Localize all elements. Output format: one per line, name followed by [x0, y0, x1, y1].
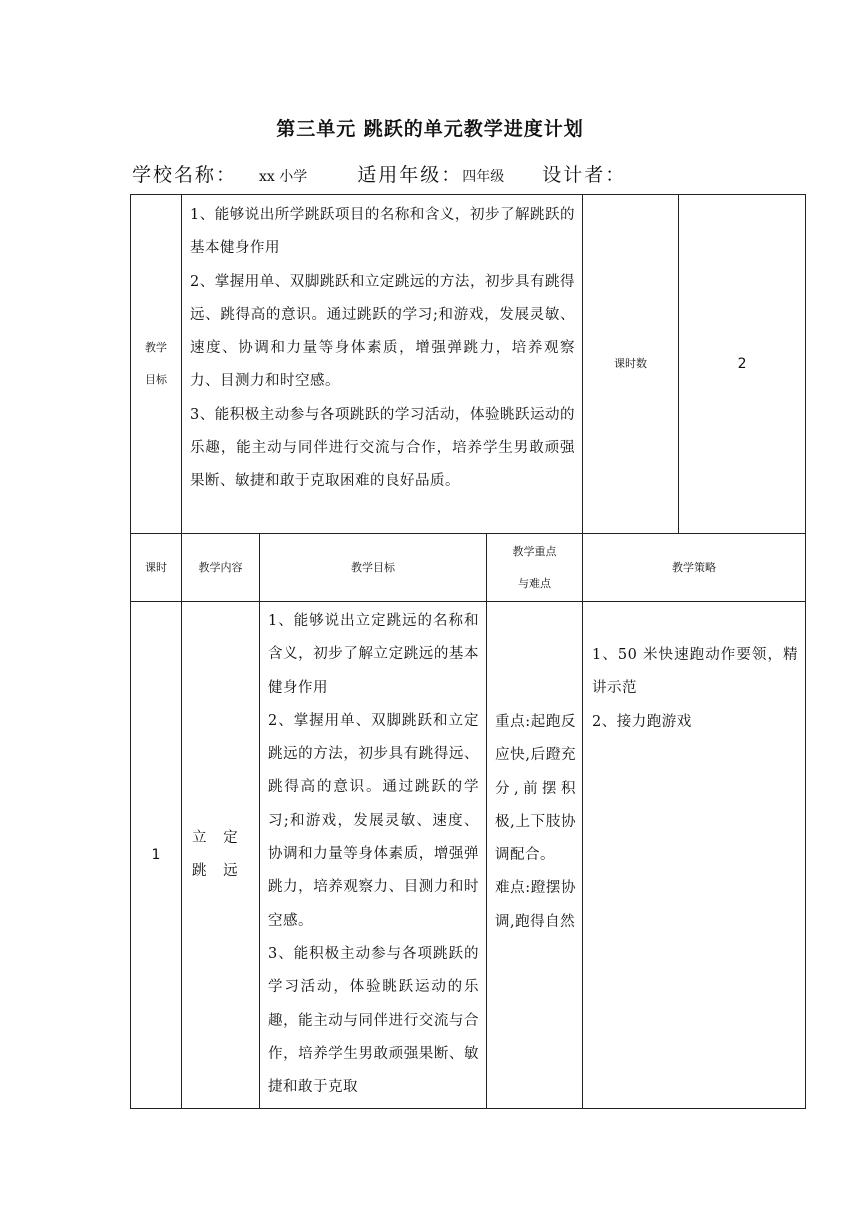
unit-plan-table [130, 194, 806, 1109]
hours-label: 课时数 [583, 195, 679, 534]
designer-label: 设计者： [542, 164, 627, 186]
table-row [131, 602, 806, 1109]
row-objective: 1、能够说出立定跳远的名称和含义，初步了解立定跳远的基本健身作用 2、掌握用单、双脚跳跃和立定跳远的方法，初步具有跳得远、跳得高的意识。通过跳跃的学习;和游戏，发展灵敏、速度、协调和力量等身体素质，增强弹跳力，培养观察力、目测力和时空感。 3、能积极主动参与各项跳跃的学习活动，体验眺跃运动的乐趣，能主动与同伴进行交流与合作，培养学生男敢顽强果断、敏捷和敢于克取 [260, 602, 487, 1109]
row-content: 立 定 跳 远 [182, 602, 260, 1109]
header-objective: 教学目标 [260, 534, 487, 602]
row-key-points: 重点:起跑反应快,后蹬充分,前摆积极,上下肢协调配合。 难点:蹬摆协调,跑得自然 [487, 602, 583, 1109]
hours-value: 2 [679, 195, 806, 534]
row-strategy: 1、50 米快速跑动作要领，精讲示范 2、接力跑游戏 [583, 602, 806, 1109]
objective-label-line-2: 目标 [145, 373, 167, 386]
unit-objective-row [131, 195, 806, 534]
grade-label: 适用年级： [357, 164, 463, 186]
objective-label-cell [131, 195, 182, 534]
header-strategy: 教学策略 [583, 534, 806, 602]
row-lesson: 1 [131, 602, 182, 1109]
school-value: xx 小学 [259, 169, 308, 185]
header-key-points-line-2: 与难点 [518, 576, 552, 590]
page-title: 第三单元 跳跃的单元教学进度计划 [276, 118, 584, 140]
objective-label-line-1: 教学 [145, 341, 167, 354]
school-label: 学校名称： [132, 164, 238, 186]
header-key-points [487, 534, 583, 602]
header-content: 教学内容 [182, 534, 260, 602]
header-key-points-line-1: 教学重点 [512, 544, 557, 558]
grade-value: 四年级 [462, 169, 505, 185]
unit-objective-text: 1、能够说出所学跳跃项目的名称和含义，初步了解跳跃的基本健身作用 2、掌握用单、双脚跳跃和立定跳远的方法，初步具有跳得远、跳得高的意识。通过跳跃的学习;和游戏，发展灵敏、速度、协调和力量等身体素质，增强弹跳力，培养观察力、目测力和时空感。 3、能积极主动参与各项跳跃的学习活动，体验眺跃运动的乐趣，能主动与同伴进行交流与合作，培养学生男敢顽强果断、敏捷和敢于克取困难的良好品质。 [182, 195, 583, 534]
header-row [131, 534, 806, 602]
header-lesson: 课时 [131, 534, 182, 602]
document-info [132, 160, 626, 187]
